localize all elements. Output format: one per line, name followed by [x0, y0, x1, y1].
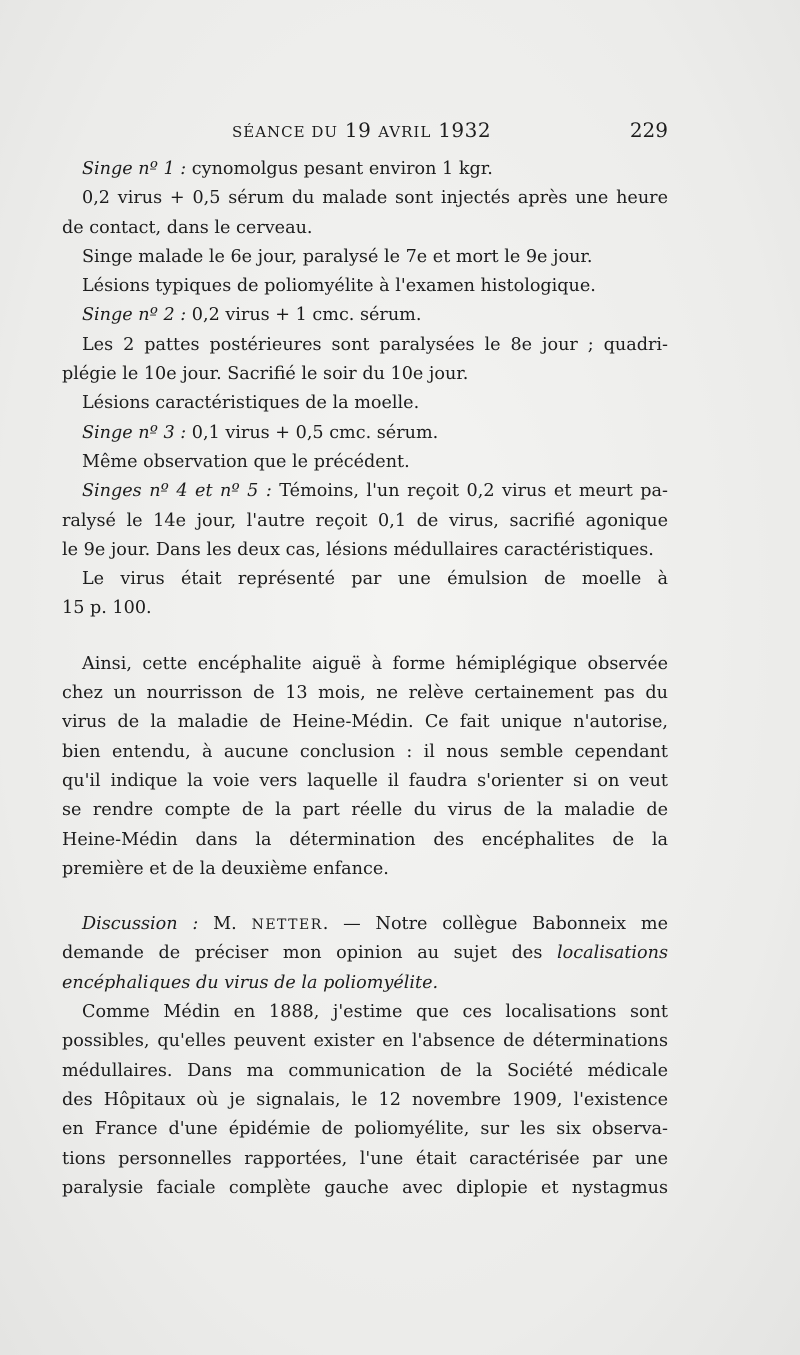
paragraph-line: Lésions caractéristiques de la moelle. [82, 393, 420, 414]
discussion-rest: . — Notre collègue Babonneix me [322, 914, 668, 935]
singes-4-5-label: Singes nº 4 et nº 5 : [82, 481, 272, 502]
singe-1-label: Singe nº 1 : [82, 159, 187, 179]
paragraph-line: des Hôpitaux où je signalais, le 12 novembre 1909, l'existence [62, 1089, 668, 1110]
paragraph-line: 0,2 virus + 0,5 sérum du malade sont injectés après une heure [82, 188, 668, 209]
paragraph-gap [62, 624, 668, 650]
paragraph-line: possibles, qu'elles peuvent exister en l'absence de déterminations [62, 1031, 668, 1052]
paragraph-line: Les 2 pattes postérieures sont paralysées le 8e jour ; quadri- [82, 334, 668, 355]
header-title [232, 118, 491, 142]
paragraph-singes-4-5 [62, 477, 668, 506]
speaker-prefix: M. [198, 914, 252, 935]
paragraph-line: tions personnelles rapportées, l'une était caractérisée par une [62, 1148, 668, 1169]
singe-3-text: 0,1 virus + 0,5 cmc. sérum. [186, 422, 439, 443]
singe-2-label: Singe nº 2 : [82, 305, 187, 326]
discussion-heading [62, 910, 668, 939]
discussion-label: Discussion : [82, 914, 199, 935]
speaker-name: NETTER [251, 917, 323, 934]
paragraph-singe-2 [62, 301, 668, 330]
paragraph-line: paralysie faciale complète gauche avec diplopie et nystagmus [62, 1177, 668, 1198]
discussion-italic: localisations [542, 943, 668, 964]
body-text [62, 155, 668, 1203]
paragraph-line: plégie le 10e jour. Sacrifié le soir du 10e jour. [62, 364, 469, 385]
singes-4-5-text: Témoins, l'un reçoit 0,2 virus et meurt pa- [271, 481, 668, 502]
paragraph-line: en France d'une épidémie de poliomyélite, sur les six observa- [62, 1119, 668, 1140]
paragraph-singe-1 [62, 155, 668, 184]
paragraph-singe-3 [62, 419, 668, 448]
header-year: 1932 [438, 118, 492, 142]
paragraph-line: Le virus était représenté par une émulsion de moelle à [82, 569, 668, 590]
discussion-text: demande de préciser mon opinion au sujet des [62, 943, 543, 964]
paragraph-line: médullaires. Dans ma communication de la Société médicale [62, 1060, 668, 1081]
paragraph-line: Même observation que le précédent. [82, 451, 410, 472]
running-header [62, 118, 668, 144]
singe-2-text: 0,2 virus + 1 cmc. sérum. [186, 305, 422, 326]
paragraph-line: ralysé le 14e jour, l'autre reçoit 0,1 de virus, sacrifié agonique [62, 510, 668, 531]
paragraph-line: chez un nourrisson de 13 mois, ne relève certainement pas du [62, 683, 668, 704]
header-month: AVRIL [378, 123, 432, 141]
paragraph-line: Singe malade le 6e jour, paralysé le 7e et mort le 9e jour. [82, 246, 593, 267]
paragraph-gap [62, 884, 668, 910]
paragraph-line: qu'il indique la voie vers laquelle il faudra s'orienter si on veut [62, 770, 668, 791]
singe-1-text: cynomolgus pesant environ 1 kgr. [186, 159, 493, 179]
paragraph-line: 15 p. 100. [62, 598, 152, 619]
paragraph-line: de contact, dans le cerveau. [62, 217, 313, 238]
paragraph-line: se rendre compte de la part réelle du virus de la maladie de [62, 800, 668, 821]
paragraph-line: virus de la maladie de Heine-Médin. Ce fait unique n'autorise, [62, 712, 668, 733]
paragraph-line: le 9e jour. Dans les deux cas, lésions médullaires caractéristiques. [62, 539, 654, 560]
paragraph-line: Comme Médin en 1888, j'estime que ces localisations sont [82, 1002, 668, 1023]
discussion-line [62, 939, 668, 968]
singe-3-label: Singe nº 3 : [82, 422, 187, 443]
paragraph-line: bien entendu, à aucune conclusion : il nous semble cependant [62, 741, 668, 762]
header-seance: SÉANCE DU [232, 123, 339, 141]
paragraph-line: première et de la deuxième enfance. [62, 858, 389, 879]
paragraph-line: Heine-Médin dans la détermination des encéphalites de la [62, 829, 668, 850]
page-number: 229 [629, 118, 668, 142]
header-day: 19 [344, 118, 372, 142]
paragraph-line: Ainsi, cette encéphalite aiguë à forme hémiplégique observée [82, 653, 668, 674]
paragraph-line: Lésions typiques de poliomyélite à l'examen histologique. [82, 276, 596, 297]
discussion-italic: encéphaliques du virus de la poliomyélite. [62, 972, 439, 993]
discussion-line [62, 969, 668, 998]
